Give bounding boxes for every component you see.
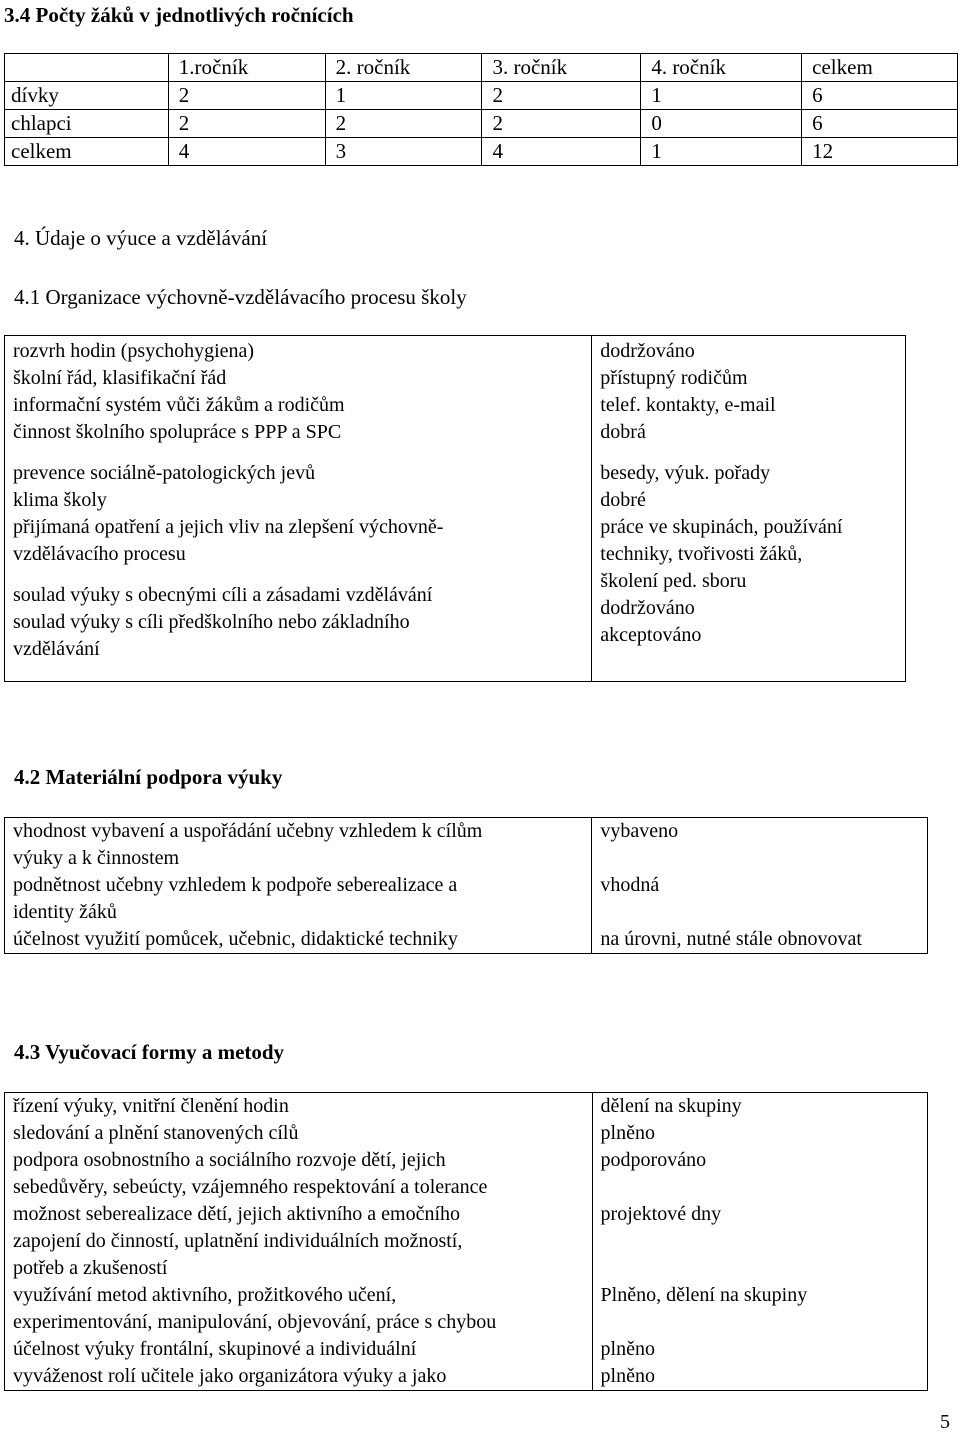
evaluation-line	[600, 899, 927, 926]
organization-table	[4, 335, 906, 682]
criteria-item	[13, 818, 591, 872]
criteria-item	[13, 872, 591, 926]
table-cell: celkem	[5, 138, 169, 166]
evaluation-line	[601, 1309, 927, 1336]
teaching-methods-table	[4, 1092, 928, 1391]
table-cell: 4	[482, 138, 641, 166]
table-cell: dívky	[5, 82, 169, 110]
criteria-item	[13, 1363, 592, 1390]
criteria-line: identity žáků	[13, 901, 117, 923]
section-4-3-heading: 4.3 Vyučovací formy a metody	[14, 1040, 285, 1064]
criteria-item	[13, 1147, 592, 1201]
section-4-2-heading: 4.2 Materiální podpora výuky	[14, 765, 283, 789]
criteria-line: sebedůvěry, sebeúcty, vzájemného respektování a tolerance	[13, 1176, 488, 1198]
evaluation-line: akceptováno	[600, 624, 702, 646]
evaluation-line: vhodná	[600, 874, 660, 896]
header-cell: celkem	[802, 54, 958, 82]
header-cell: 1.ročník	[168, 54, 325, 82]
section-4-1-heading: 4.1 Organizace výchovně-vzdělávacího procesu školy	[14, 285, 467, 309]
evaluation-item	[601, 1363, 927, 1390]
evaluation-line: besedy, výuk. pořady	[600, 462, 771, 484]
criteria-line: soulad výuky s cíli předškolního nebo základního	[13, 611, 410, 633]
table-cell: 6	[802, 110, 958, 138]
table-cell: 2	[482, 110, 641, 138]
criteria-line: prevence sociálně-patologických jevů	[13, 462, 316, 484]
evaluation-line	[601, 1174, 927, 1201]
table-header-row	[5, 54, 958, 82]
table-cell: 6	[802, 82, 958, 110]
section-4-heading: 4. Údaje o výuce a vzdělávání	[14, 226, 268, 250]
evaluation-item	[600, 872, 927, 926]
criteria-line: činnost školního spolupráce s PPP a SPC	[13, 421, 342, 443]
evaluation-line: vybaveno	[600, 820, 679, 842]
evaluation-item	[601, 1336, 927, 1363]
evaluation-line: na úrovni, nutné stále obnovovat	[600, 928, 862, 950]
evaluation-line: telef. kontakty, e-mail	[600, 394, 776, 416]
criteria-item	[13, 926, 591, 953]
table-cell: 1	[325, 82, 482, 110]
material-support-table	[4, 817, 928, 954]
methods-evaluation-cell	[592, 1093, 927, 1391]
evaluation-item	[601, 1282, 927, 1336]
criteria-line: podpora osobnostního a sociálního rozvoje dětí, jejich	[13, 1149, 446, 1171]
table-cell: 2	[168, 110, 325, 138]
criteria-line: klima školy	[13, 489, 107, 511]
table-cell: 3	[325, 138, 482, 166]
evaluation-line: projektové dny	[600, 1203, 722, 1225]
table-cell: 2	[325, 110, 482, 138]
criteria-item	[13, 1282, 592, 1336]
criteria-line: výuky a k činnostem	[13, 847, 180, 869]
evaluation-line: dělení na skupiny	[600, 1095, 742, 1117]
evaluation-line: dobrá	[600, 421, 646, 443]
evaluation-line: plněno	[600, 1122, 655, 1144]
evaluation-line	[601, 1255, 927, 1282]
criteria-line: podnětnost učebny vzhledem k podpoře seberealizace a	[13, 874, 458, 896]
header-cell: 2. ročník	[325, 54, 482, 82]
pupil-count-table	[4, 53, 958, 166]
criteria-item	[13, 1093, 592, 1120]
criteria-line: vyváženost rolí učitele jako organizátora výuky a jako	[13, 1365, 447, 1387]
criteria-line: možnost seberealizace dětí, jejich aktivního a emočního	[13, 1203, 461, 1225]
evaluation-line: Plněno, dělení na skupiny	[600, 1284, 808, 1306]
table-cell: 2	[168, 82, 325, 110]
criteria-item	[13, 1201, 592, 1282]
table-row	[5, 110, 958, 138]
evaluation-item	[601, 1147, 927, 1201]
criteria-line: rozvrh hodin (psychohygiena)	[13, 340, 255, 362]
evaluation-line: podporováno	[600, 1149, 707, 1171]
table-cell: 1	[641, 138, 802, 166]
evaluation-line: techniky, tvořivosti žáků,	[600, 543, 803, 565]
criteria-line: školní řád, klasifikační řád	[13, 367, 227, 389]
evaluation-item	[601, 1093, 927, 1120]
material-evaluation-cell	[592, 818, 928, 954]
table-row	[5, 82, 958, 110]
criteria-line: soulad výuky s obecnými cíli a zásadami vzdělávání	[13, 584, 433, 606]
page-number: 5	[940, 1411, 950, 1433]
header-cell: 3. ročník	[482, 54, 641, 82]
evaluation-line: plněno	[600, 1365, 655, 1387]
evaluation-item	[600, 818, 927, 872]
evaluation-line: dobré	[600, 489, 646, 511]
criteria-line: zapojení do činností, uplatnění individuálních možností,	[13, 1230, 463, 1252]
evaluation-line	[601, 1228, 927, 1255]
table-cell: 12	[802, 138, 958, 166]
table-row	[5, 138, 958, 166]
criteria-line: sledování a plnění stanovených cílů	[13, 1122, 299, 1144]
criteria-line: experimentování, manipulování, objevování, práce s chybou	[13, 1311, 497, 1333]
table-cell: 2	[482, 82, 641, 110]
criteria-line: přijímaná opatření a jejich vliv na zlepšení výchovně-	[13, 516, 444, 538]
criteria-item	[13, 1336, 592, 1363]
criteria-line: využívání metod aktivního, prožitkového učení,	[13, 1284, 397, 1306]
evaluation-item	[601, 1120, 927, 1147]
evaluation-line: dodržováno	[600, 597, 695, 619]
header-cell	[5, 54, 169, 82]
table-cell: 0	[641, 110, 802, 138]
criteria-line: vzdělávacího procesu	[13, 543, 186, 565]
criteria-line: účelnost využití pomůcek, učebnic, didaktické techniky	[13, 928, 458, 950]
criteria-line: vzdělávání	[13, 638, 100, 660]
criteria-line: vhodnost vybavení a uspořádání učebny vzhledem k cílům	[13, 820, 483, 842]
criteria-line: potřeb a zkušeností	[13, 1257, 168, 1279]
evaluation-item	[601, 1201, 927, 1282]
spacer	[600, 446, 905, 460]
section-3-4-heading: 3.4 Počty žáků v jednotlivých ročnících	[4, 3, 354, 27]
organization-evaluation-cell	[592, 336, 906, 682]
spacer	[13, 446, 591, 460]
table-cell: 1	[641, 82, 802, 110]
evaluation-line: školení ped. sboru	[600, 570, 747, 592]
evaluation-line: přístupný rodičům	[600, 367, 748, 389]
methods-criteria-cell	[5, 1093, 593, 1391]
organization-criteria-cell	[5, 336, 592, 682]
criteria-item	[13, 1120, 592, 1147]
table-cell: 4	[168, 138, 325, 166]
evaluation-item	[600, 926, 927, 953]
criteria-line: řízení výuky, vnitřní členění hodin	[13, 1095, 289, 1117]
table-cell: chlapci	[5, 110, 169, 138]
header-cell: 4. ročník	[641, 54, 802, 82]
evaluation-line: dodržováno	[600, 340, 695, 362]
evaluation-line	[600, 845, 927, 872]
material-criteria-cell	[5, 818, 592, 954]
criteria-line: účelnost výuky frontální, skupinové a individuální	[13, 1338, 417, 1360]
criteria-line: informační systém vůči žákům a rodičům	[13, 394, 345, 416]
spacer	[13, 568, 591, 582]
evaluation-line: plněno	[600, 1338, 655, 1360]
evaluation-line: práce ve skupinách, používání	[600, 516, 843, 538]
